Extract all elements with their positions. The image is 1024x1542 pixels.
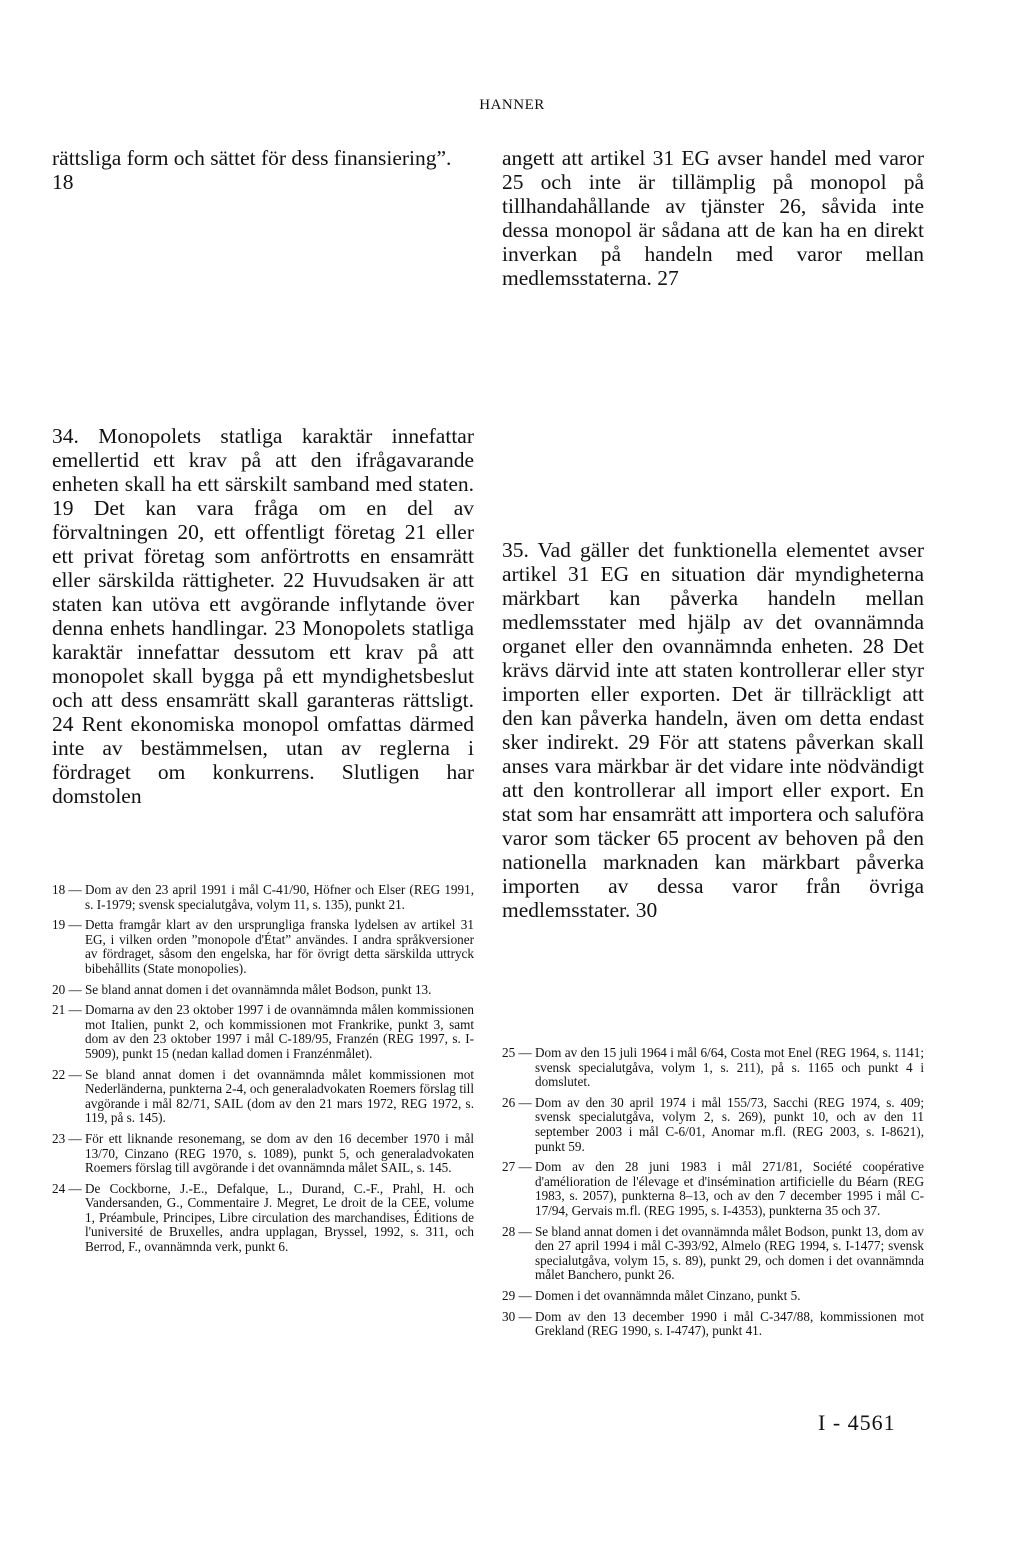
- footnote: [52, 1068, 474, 1126]
- footnote-text: Dom av den 23 april 1991 i mål C-41/90, Höfner och Elser (REG 1991, s. I-1979; svensk specialutgåva, volym 11, s. 135), punkt 21.: [84, 882, 474, 912]
- footnote: [52, 918, 474, 976]
- footnote-number: 23 —: [52, 1130, 85, 1146]
- footnote: [52, 1182, 474, 1255]
- left-column-top: [52, 146, 474, 194]
- footnote-text: Domen i det ovannämnda målet Cinzano, punkt 5.: [534, 1287, 801, 1303]
- footnote: [502, 1310, 924, 1339]
- footnote: [502, 1225, 924, 1283]
- footnote-number: 21 —: [52, 1002, 85, 1018]
- footnote-text: Domarna av den 23 oktober 1997 i de ovannämnda målen kommissionen mot Italien, punkt 2, och kommissionen mot Frankrike, punkt 3, samt dom av den 23 oktober 1997 i mål C-189/95, Franzén (REG 1997, s. I-5909), punkt 15 (nedan kallad domen i Franzénmålet).: [84, 1002, 474, 1061]
- footnote-number: 20 —: [52, 981, 85, 997]
- footnote-number: 27 —: [502, 1159, 535, 1175]
- paragraph-34: 34. Monopolets statliga karaktär innefattar emellertid ett krav på att den ifrågavarande enheten skall ha ett särskilt samband med staten. 19 Det kan vara fråga om en del av förvaltningen 20, ett offentligt företag 21 eller ett privat företag som anförtrotts en ensamrätt eller särskilda rättigheter. 22 Huvudsaken är att staten kan utöva ett avgörande inflytande över denna enhets handlingar. 23 Monopolets statliga karaktär innefattar dessutom ett krav på att monopolet skall bygga på ett myndighetsbeslut och att dess ensamrätt skall garanteras rättsligt. 24 Rent ekonomiska monopol omfattas därmed inte av bestämmelsen, utan av reglerna i fördraget om konkurrens. Slutligen har domstolen: [52, 424, 474, 808]
- footnote: [502, 1046, 924, 1090]
- left-column-body: [52, 424, 474, 808]
- footnote-text: För ett liknande resonemang, se dom av den 16 december 1970 i mål 13/70, Cinzano (REG 1970, s. 1089), punkt 5, och generaladvokaten Roemers förslag till avgörande i det ovannämnda målet SAIL, s. 145.: [84, 1130, 474, 1176]
- footnote-text: Se bland annat domen i det ovannämnda målet Bodson, punkt 13, dom av den 27 april 1994 i mål C-393/92, Almelo (REG 1994, s. I-1477; svensk specialutgåva, volym 15, s. 89), punkt 29, och domen i det ovannämnda målet Banchero, punkt 26.: [534, 1223, 924, 1283]
- left-footnotes: [52, 883, 474, 1261]
- footnote-number: 24 —: [52, 1180, 85, 1196]
- right-column-top: [502, 146, 924, 290]
- footnote-text: De Cockborne, J.-E., Defalque, L., Durand, C.-F., Prahl, H. och Vandersanden, G., Commentaire J. Megret, Le droit de la CEE, volume 1, Préambule, Principes, Libre circulation des marchandises, Éditions de l'université de Bruxelles, andra upplagan, Bryssel, 1992, s. 311, och Berrod, F., ovannämnda verk, punkt 6.: [84, 1180, 474, 1255]
- footnote-number: 25 —: [502, 1045, 535, 1060]
- footnote-number: 18 —: [52, 882, 85, 897]
- footnote: [502, 1096, 924, 1154]
- footnote: [52, 1132, 474, 1176]
- footnote-text: Dom av den 15 juli 1964 i mål 6/64, Costa mot Enel (REG 1964, s. 1141; svensk specialutgåva, volym 1, s. 211), på s. 1165 och punkt 4 i domslutet.: [534, 1045, 924, 1090]
- footnote-number: 19 —: [52, 917, 85, 933]
- footnote-number: 28 —: [502, 1223, 535, 1239]
- footnote: [502, 1289, 924, 1304]
- footnote-text: Dom av den 30 april 1974 i mål 155/73, Sacchi (REG 1974, s. 409; svensk specialutgåva, volym 2, s. 269), punkt 10, och av den 11 september 2003 i mål C-6/01, Anomar m.fl. (REG 2003, s. I-8621), punkt 59.: [534, 1094, 924, 1154]
- footnote-list-left: [52, 883, 474, 1255]
- footnote-text: Se bland annat domen i det ovannämnda målet Bodson, punkt 13.: [84, 981, 432, 997]
- footnote-number: 26 —: [502, 1094, 535, 1110]
- footnote: [502, 1160, 924, 1218]
- running-header: HANNER: [479, 97, 545, 113]
- footnote-text: Detta framgår klart av den ursprungliga franska lydelsen av artikel 31 EG, i vilken orden ”monopole d'État” användes. I andra språkversioner av fördraget, såsom den engelska, har för övrigt detta särskilda uttryck bibehållits (State monopolies).: [84, 917, 474, 976]
- paragraph-35: 35. Vad gäller det funktionella elementet avser artikel 31 EG en situation där myndigheterna märkbart kan påverka handeln mellan medlemsstater med hjälp av det ovannämnda organet eller den ovannämnda enheten. 28 Det krävs därvid inte att staten kontrollerar eller styr importen eller exporten. Det är tillräckligt att den kan påverka handeln, även om detta endast sker indirekt. 29 För att statens påverkan skall anses vara märkbar är det vidare inte nödvändigt att den kontrollerar all import eller export. En stat som har ensamrätt att importera och saluföra varor som täcker 65 procent av behoven på den nationella marknaden kan märkbart påverka importen av dessa varor från övriga medlemsstater. 30: [502, 538, 924, 922]
- footnote-number: 29 —: [502, 1287, 535, 1303]
- page-number: I - 4561: [818, 1410, 896, 1435]
- footnote: [52, 883, 474, 912]
- footnote-list-right: [502, 1046, 924, 1339]
- paragraph-continuation: rättsliga form och sättet för dess finansiering”. 18: [52, 146, 452, 194]
- footnote-text: Dom av den 28 juni 1983 i mål 271/81, Société coopérative d'amélioration de l'élevage et d'insémination artificielle du Béarn (REG 1983, s. 2057), punkterna 8–13, och av den 7 december 1995 i mål C-17/94, Gervais m.fl. (REG 1995, s. I-4353), punkterna 35 och 37.: [534, 1159, 924, 1218]
- footnote-text: Se bland annat domen i det ovannämnda målet kommissionen mot Nederländerna, punkterna 2-4, och generaladvokaten Roemers förslag till avgörande i mål 82/71, SAIL (dom av den 21 mars 1972, REG 1972, s. 119, på s. 145).: [84, 1066, 474, 1126]
- footnote-number: 30 —: [502, 1308, 535, 1324]
- right-footnotes: [502, 1046, 924, 1345]
- footnote: [52, 1003, 474, 1061]
- footnote: [52, 983, 474, 998]
- footnote-number: 22 —: [52, 1066, 85, 1082]
- paragraph-continuation-right: angett att artikel 31 EG avser handel med varor 25 och inte är tillämplig på monopol på tillhandahållande av tjänster 26, såvida inte dessa monopol är sådana att de kan ha en direkt inverkan på handeln med varor mellan medlemsstaterna. 27: [502, 146, 924, 290]
- footnote-text: Dom av den 13 december 1990 i mål C-347/88, kommissionen mot Grekland (REG 1990, s. I-4747), punkt 41.: [534, 1308, 924, 1339]
- right-column-body: [502, 538, 924, 922]
